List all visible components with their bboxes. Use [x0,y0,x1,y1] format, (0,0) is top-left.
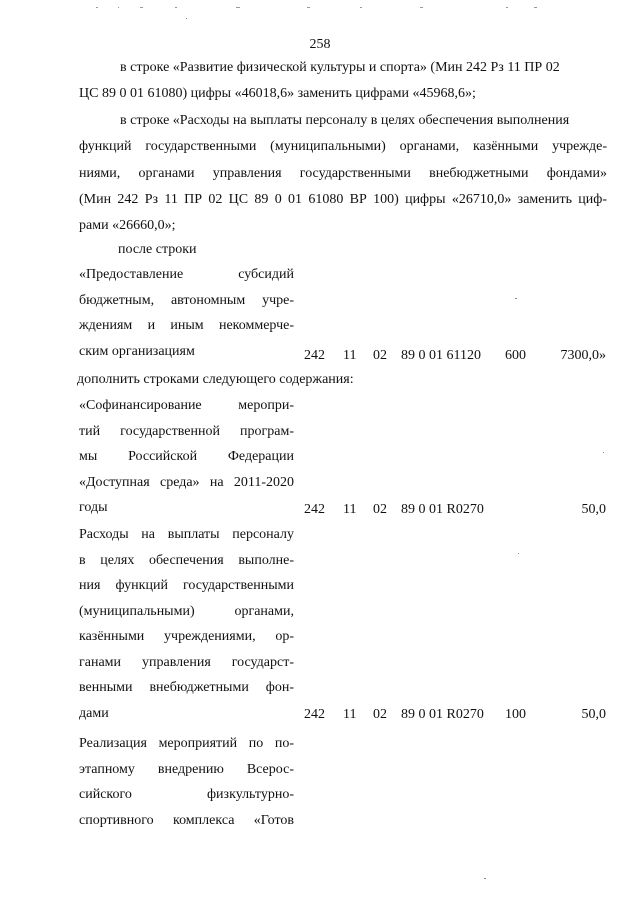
row-cs: 89 0 01 61120 [401,348,481,363]
row-cs: 89 0 01 R0270 [401,707,484,722]
row-vr: 100 [505,707,526,722]
row-name-line: Расходы на выплаты персоналу [79,527,294,542]
row-name-line: ния функций государственными [79,578,294,593]
row-name-line: венными внебюджетными фон- [79,680,294,695]
row-name-line: казёнными учреждениями, ор- [79,629,294,644]
paragraph-line: (Мин 242 Рз 11 ПР 02 ЦС 89 0 01 61080 ВР 100) цифры «26710,0» заменить циф- [79,191,607,207]
row-name-line: (муниципальными) органами, [79,603,294,619]
row-name-line: ждениям и иным некоммерче- [79,318,294,333]
row-name-line: Реализация мероприятий по по- [79,736,294,751]
row-sum: 50,0 [581,502,606,517]
row-pr: 02 [373,707,387,722]
row-min: 242 [304,348,325,363]
row-name-line: мы Российской Федерации [79,449,294,464]
row-name-line: сийского физкультурно- [79,787,294,802]
row-name-line: «Доступная среда» на 2011-2020 [79,474,294,490]
row-min: 242 [304,502,325,517]
row-name-line: тий государственной програм- [79,423,294,439]
row-pr: 02 [373,348,387,363]
row-rz: 11 [343,348,357,363]
row-name-line: ским организациям [79,343,195,359]
row-vr: 600 [505,348,526,363]
row-rz: 11 [343,502,357,517]
paragraph-line: функций государственными (муниципальными) органами, казёнными учрежде- [79,139,607,155]
row-name-line: спортивного комплекса «Готов [79,812,294,828]
row-sum: 7300,0» [560,348,606,363]
paragraph-line: в строке «Развитие физической культуры и спорта» (Мин 242 Рз 11 ПР 02 [120,60,560,75]
row-rz: 11 [343,707,357,722]
paragraph-line: ЦС 89 0 01 61080) цифры «46018,6» заменить цифрами «45968,6»; [79,86,476,102]
row-name-line: бюджетным, автономным учре- [79,292,294,308]
row-name-line: этапному внедрению Всерос- [79,761,294,777]
row-name-line: «Софинансирование меропри- [79,398,294,413]
page-number: 258 [309,37,331,52]
after-row-label: после строки [118,242,197,257]
row-sum: 50,0 [581,707,606,722]
row-pr: 02 [373,502,387,517]
append-label: дополнить строками следующего содержания: [77,372,354,387]
paragraph-line: в строке «Расходы на выплаты персоналу в целях обеспечения выполнения [120,113,570,128]
row-name-line: дами [79,705,109,721]
row-cs: 89 0 01 R0270 [401,502,484,517]
row-min: 242 [304,707,325,722]
row-name-line: годы [79,500,108,515]
row-name-line: ганами управления государст- [79,654,294,670]
paragraph-line: ниями, органами управления государственными внебюджетными фондами» [79,165,607,181]
row-name-line: в целях обеспечения выполне- [79,552,294,568]
row-name-line: «Предоставление субсидий [79,267,294,282]
paragraph-line: рами «26660,0»; [79,218,176,234]
